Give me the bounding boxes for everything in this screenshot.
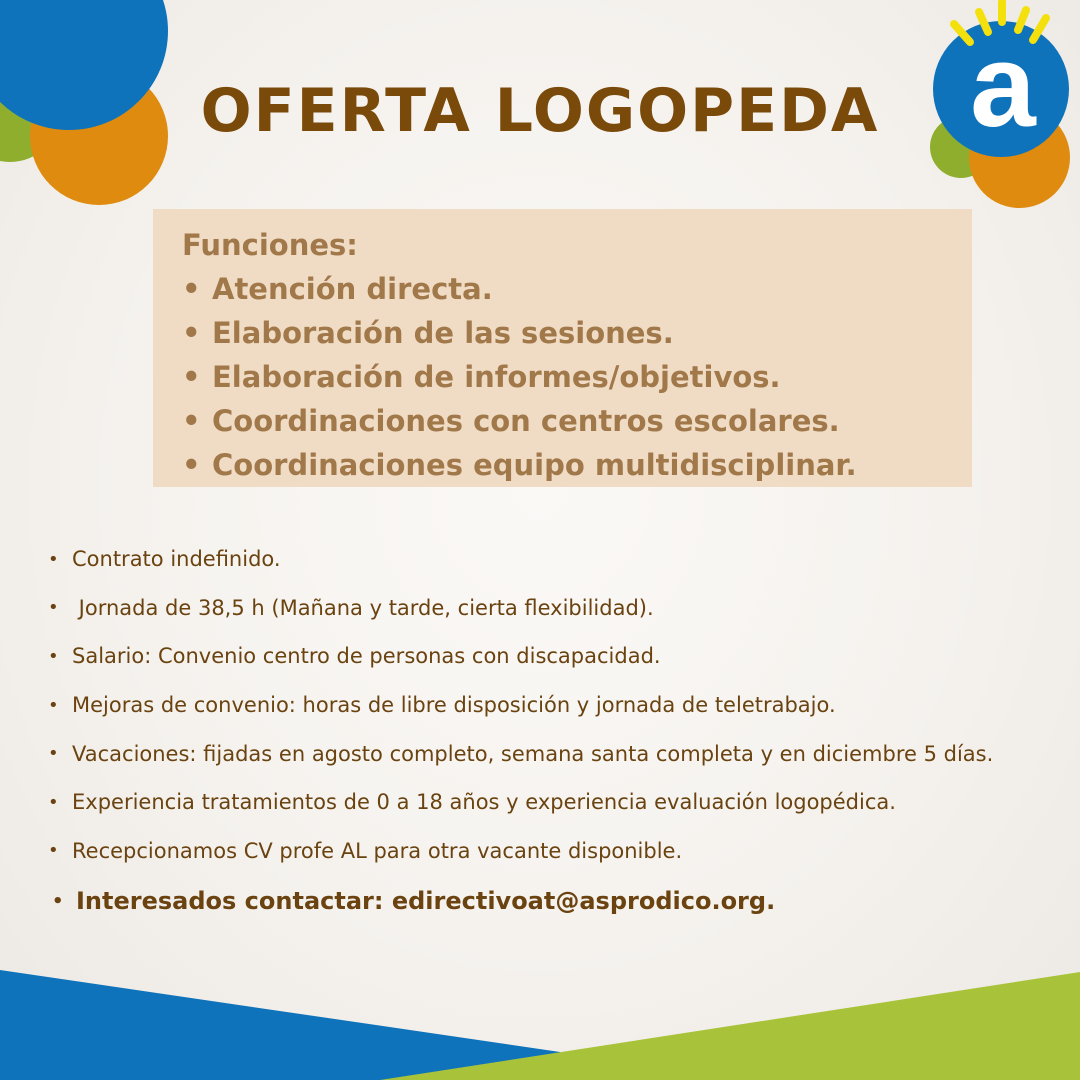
bullet-icon: • bbox=[48, 840, 59, 862]
bullet-icon: • bbox=[48, 791, 59, 813]
condition-item-text: Jornada de 38,5 h (Mañana y tarde, cierta flexibilidad). bbox=[72, 595, 654, 620]
function-item bbox=[182, 311, 972, 355]
functions-box bbox=[153, 209, 972, 487]
function-item bbox=[182, 399, 972, 443]
contact-item bbox=[52, 875, 993, 927]
function-item-text: Coordinaciones equipo multidisciplinar. bbox=[212, 448, 857, 482]
page-title: OFERTA LOGOPEDA bbox=[200, 76, 880, 146]
function-item-text: Coordinaciones con centros escolares. bbox=[212, 404, 840, 438]
function-item bbox=[182, 355, 972, 399]
function-item bbox=[182, 443, 972, 487]
functions-list bbox=[182, 267, 972, 487]
bottom-wave-decoration bbox=[0, 960, 1080, 1080]
condition-item-text: Recepcionamos CV profe AL para otra vacante disponible. bbox=[72, 838, 683, 863]
bullet-icon: • bbox=[52, 890, 64, 912]
function-item-text: Atención directa. bbox=[212, 272, 493, 306]
contact-text[interactable]: Interesados contactar: edirectivoat@asprodico.org. bbox=[76, 887, 776, 916]
bullet-icon: • bbox=[48, 548, 59, 570]
condition-item bbox=[48, 584, 993, 633]
bullet-icon: • bbox=[182, 272, 201, 306]
condition-item bbox=[48, 778, 993, 827]
function-item-text: Elaboración de las sesiones. bbox=[212, 316, 674, 350]
bullet-icon: • bbox=[48, 597, 59, 619]
bullet-icon: • bbox=[182, 316, 201, 350]
condition-item bbox=[48, 729, 993, 778]
condition-item-text: Salario: Convenio centro de personas con discapacidad. bbox=[72, 644, 661, 669]
bullet-icon: • bbox=[48, 645, 59, 667]
function-item-text: Elaboración de informes/objetivos. bbox=[212, 360, 781, 394]
condition-item bbox=[48, 827, 993, 876]
condition-item-text: Contrato indefinido. bbox=[72, 547, 281, 572]
bullet-icon: • bbox=[182, 360, 201, 394]
condition-item-text: Mejoras de convenio: horas de libre disposición y jornada de teletrabajo. bbox=[72, 693, 836, 718]
bullet-icon: • bbox=[48, 743, 59, 765]
condition-item bbox=[48, 535, 993, 584]
condition-item bbox=[48, 681, 993, 730]
bullet-icon: • bbox=[182, 404, 201, 438]
condition-item-text: Vacaciones: fijadas en agosto completo, semana santa completa y en diciembre 5 días. bbox=[72, 741, 994, 766]
function-item bbox=[182, 267, 972, 311]
condition-item-text: Experiencia tratamientos de 0 a 18 años y experiencia evaluación logopédica. bbox=[72, 790, 896, 815]
bullet-icon: • bbox=[182, 448, 201, 482]
conditions-list bbox=[48, 535, 993, 927]
functions-heading: Funciones: bbox=[182, 228, 358, 262]
logo-letter: a bbox=[970, 20, 1036, 152]
condition-item bbox=[48, 632, 993, 681]
bullet-icon: • bbox=[48, 694, 59, 716]
